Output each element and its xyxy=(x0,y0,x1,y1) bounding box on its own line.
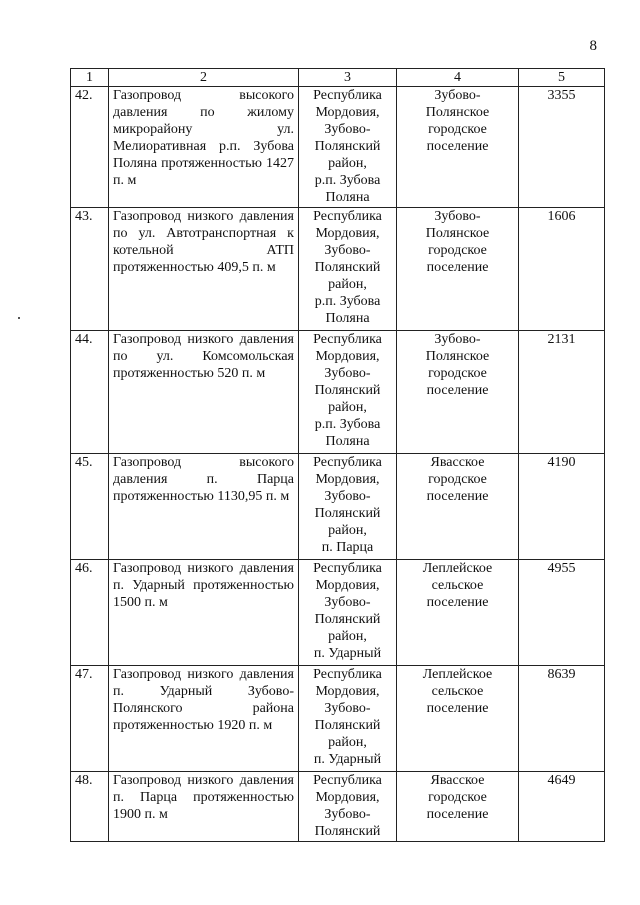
location-line: Мордовия, xyxy=(315,472,380,487)
location-line: район, xyxy=(328,156,367,171)
object-location xyxy=(299,666,397,772)
location-line: Зубово- xyxy=(324,489,371,504)
settlement xyxy=(397,331,519,454)
object-value: 2131 xyxy=(519,331,605,454)
location-line: район, xyxy=(328,400,367,415)
row-number: 47. xyxy=(71,666,109,772)
location-line: Республика xyxy=(313,332,382,347)
row-number: 46. xyxy=(71,560,109,666)
object-value: 4955 xyxy=(519,560,605,666)
settlement-line: Леплейское xyxy=(422,667,493,682)
location-line: Поляна xyxy=(325,190,370,205)
location-line: Мордовия, xyxy=(315,226,380,241)
settlement-line: поселение xyxy=(426,489,489,504)
header-row xyxy=(71,69,605,87)
settlement-line: Зубово- xyxy=(434,332,481,347)
settlement xyxy=(397,772,519,842)
settlement-line: городское xyxy=(428,243,487,258)
object-description: Газопровод низкого давления по ул. Автотранспортная к котельной АТП протяженностью 409,5 п. м xyxy=(109,208,299,331)
location-line: Полянский xyxy=(314,139,381,154)
settlement-line: Явасское xyxy=(430,773,485,788)
location-line: Полянский xyxy=(314,824,381,839)
settlement xyxy=(397,87,519,208)
object-description: Газопровод низкого давления п. Ударный Зубово-Полянского района протяженностью 1920 п. м xyxy=(109,666,299,772)
location-line: р.п. Зубова xyxy=(314,173,381,188)
object-location xyxy=(299,560,397,666)
object-description: Газопровод низкого давления п. Ударный протяженностью 1500 п. м xyxy=(109,560,299,666)
location-line: р.п. Зубова xyxy=(314,417,381,432)
row-number: 42. xyxy=(71,87,109,208)
location-line: Мордовия, xyxy=(315,790,380,805)
object-value: 8639 xyxy=(519,666,605,772)
location-line: Республика xyxy=(313,88,382,103)
location-line: Республика xyxy=(313,209,382,224)
asset-table xyxy=(70,68,605,842)
object-location xyxy=(299,772,397,842)
location-line: Полянский xyxy=(314,612,381,627)
location-line: п. Парца xyxy=(321,540,374,555)
location-line: Зубово- xyxy=(324,807,371,822)
settlement-line: поселение xyxy=(426,807,489,822)
location-line: Республика xyxy=(313,667,382,682)
row-number: 44. xyxy=(71,331,109,454)
location-line: Зубово- xyxy=(324,366,371,381)
header-cell-5: 5 xyxy=(519,69,605,87)
header-cell-4: 4 xyxy=(397,69,519,87)
settlement-line: поселение xyxy=(426,383,489,398)
location-line: п. Ударный xyxy=(313,752,382,767)
location-line: Мордовия, xyxy=(315,578,380,593)
object-description: Газопровод высокого давления по жилому микрорайону ул. Мелиоративная р.п. Зубова Поляна протяженностью 1427 п. м xyxy=(109,87,299,208)
settlement-line: городское xyxy=(428,366,487,381)
object-location xyxy=(299,331,397,454)
table-row xyxy=(71,772,605,842)
location-line: Зубово- xyxy=(324,595,371,610)
location-line: Мордовия, xyxy=(315,349,380,364)
settlement-line: Зубово- xyxy=(434,88,481,103)
settlement-line: городское xyxy=(428,122,487,137)
settlement-line: поселение xyxy=(426,595,489,610)
settlement-line: Полянское xyxy=(425,226,490,241)
table-row xyxy=(71,208,605,331)
settlement-line: поселение xyxy=(426,139,489,154)
settlement-line: Явасское xyxy=(430,455,485,470)
settlement-line: сельское xyxy=(431,578,484,593)
location-line: Зубово- xyxy=(324,243,371,258)
location-line: Мордовия, xyxy=(315,684,380,699)
header-cell-3: 3 xyxy=(299,69,397,87)
location-line: Зубово- xyxy=(324,701,371,716)
object-description: Газопровод низкого давления п. Парца протяженностью 1900 п. м xyxy=(109,772,299,842)
settlement-line: Леплейское xyxy=(422,561,493,576)
settlement-line: Полянское xyxy=(425,105,490,120)
settlement-line: Полянское xyxy=(425,349,490,364)
table-header xyxy=(71,69,605,87)
object-value: 4190 xyxy=(519,454,605,560)
settlement xyxy=(397,560,519,666)
location-line: Зубово- xyxy=(324,122,371,137)
location-line: Полянский xyxy=(314,718,381,733)
table-body xyxy=(71,87,605,842)
object-description: Газопровод низкого давления по ул. Комсомольская протяженностью 520 п. м xyxy=(109,331,299,454)
location-line: Республика xyxy=(313,773,382,788)
object-value: 4649 xyxy=(519,772,605,842)
header-cell-2: 2 xyxy=(109,69,299,87)
location-line: район, xyxy=(328,277,367,292)
location-line: р.п. Зубова xyxy=(314,294,381,309)
table-row xyxy=(71,560,605,666)
settlement-line: городское xyxy=(428,472,487,487)
table-row xyxy=(71,331,605,454)
margin-mark xyxy=(18,317,20,319)
location-line: Полянский xyxy=(314,506,381,521)
object-location xyxy=(299,454,397,560)
location-line: Поляна xyxy=(325,311,370,326)
settlement xyxy=(397,208,519,331)
table-row xyxy=(71,454,605,560)
settlement-line: поселение xyxy=(426,701,489,716)
object-description: Газопровод высокого давления п. Парца протяженностью 1130,95 п. м xyxy=(109,454,299,560)
table-row xyxy=(71,87,605,208)
table-row xyxy=(71,666,605,772)
header-cell-1: 1 xyxy=(71,69,109,87)
location-line: п. Ударный xyxy=(313,646,382,661)
row-number: 48. xyxy=(71,772,109,842)
location-line: Полянский xyxy=(314,383,381,398)
object-location xyxy=(299,87,397,208)
page-number: 8 xyxy=(589,38,597,54)
row-number: 43. xyxy=(71,208,109,331)
settlement-line: Зубово- xyxy=(434,209,481,224)
settlement-line: сельское xyxy=(431,684,484,699)
row-number: 45. xyxy=(71,454,109,560)
location-line: Мордовия, xyxy=(315,105,380,120)
object-value: 3355 xyxy=(519,87,605,208)
settlement xyxy=(397,454,519,560)
location-line: район, xyxy=(328,629,367,644)
object-location xyxy=(299,208,397,331)
location-line: Поляна xyxy=(325,434,370,449)
location-line: Республика xyxy=(313,561,382,576)
object-value: 1606 xyxy=(519,208,605,331)
location-line: Полянский xyxy=(314,260,381,275)
location-line: Республика xyxy=(313,455,382,470)
settlement-line: поселение xyxy=(426,260,489,275)
location-line: район, xyxy=(328,735,367,750)
settlement-line: городское xyxy=(428,790,487,805)
settlement xyxy=(397,666,519,772)
location-line: район, xyxy=(328,523,367,538)
